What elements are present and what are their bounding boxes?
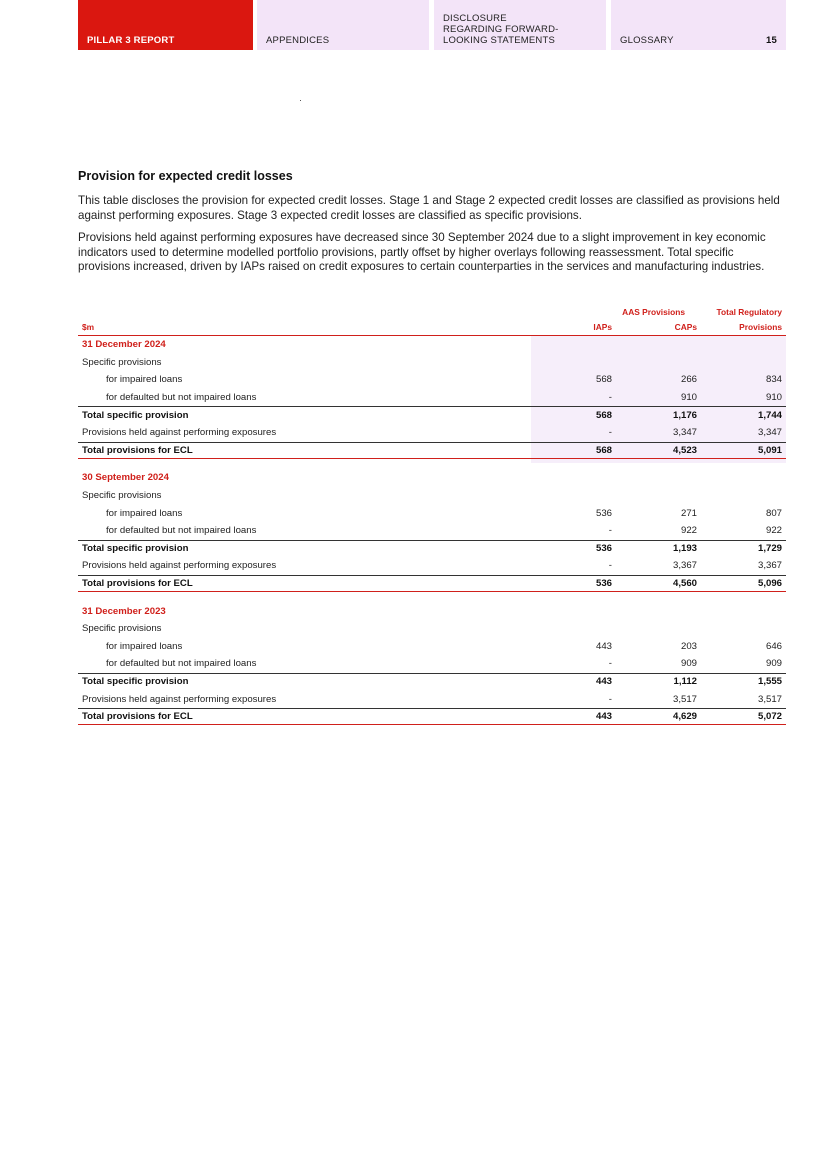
iaps-value: - [608, 560, 612, 572]
iaps-value: 568 [595, 444, 612, 456]
total-row [78, 442, 786, 460]
row-label: for impaired loans [106, 640, 183, 652]
caps-value: 3,347 [672, 427, 697, 439]
section-date-row [78, 469, 786, 487]
tab-appendices[interactable] [257, 0, 429, 50]
total-value: 646 [765, 640, 782, 652]
total-value: 3,367 [757, 560, 782, 572]
row-label: for impaired loans [106, 507, 183, 519]
row-label: for impaired loans [106, 374, 183, 386]
table-section [78, 336, 786, 459]
table-group-header [78, 305, 786, 319]
unit-label: $m [82, 322, 95, 332]
total-value: 910 [765, 392, 782, 404]
page-number: 15 [766, 35, 777, 46]
iaps-value: - [608, 525, 612, 537]
total-value: 1,744 [757, 410, 782, 422]
section-title: Provision for expected credit losses [78, 169, 293, 183]
tab-label: PILLAR 3 REPORT [87, 35, 175, 46]
table-row [78, 487, 786, 505]
caps-value: 3,517 [672, 693, 697, 705]
table-row [78, 620, 786, 638]
total-regulatory-column-header: Provisions [739, 322, 782, 332]
row-label: Provisions held against performing exposures [82, 427, 277, 439]
section-date-row [78, 602, 786, 620]
iaps-value: 536 [595, 507, 612, 519]
tab-label-line: LOOKING STATEMENTS [443, 35, 555, 46]
iaps-value: 536 [595, 543, 612, 555]
row-label: Specific provisions [82, 490, 162, 502]
table-section [78, 602, 786, 725]
section-date: 31 December 2024 [82, 339, 166, 351]
ecl-provisions-table [78, 305, 786, 725]
iaps-value: 443 [595, 640, 612, 652]
subtotal-row [78, 540, 786, 558]
row-label: Specific provisions [82, 356, 162, 368]
iaps-value: 536 [595, 578, 612, 590]
caps-value: 4,560 [672, 578, 697, 590]
tab-label-line: REGARDING FORWARD- [443, 24, 559, 35]
total-value: 5,072 [757, 711, 782, 723]
analysis-paragraph: Provisions held against performing exposures have decreased since 30 September 2024 due to a slight improvement in key economic indicators used to determine modelled portfolio provisions, partly offset by higher overlays following reassessment. Total specific provisions increased, driven by IAPs raised on credit exposures to certain counterparties in the services and manufacturing industries. [78, 231, 766, 274]
row-label: for defaulted but not impaired loans [106, 392, 257, 404]
table-row [78, 522, 786, 540]
row-label: Total provisions for ECL [82, 444, 193, 456]
total-row [78, 708, 786, 726]
total-row [78, 575, 786, 593]
section-date: 30 September 2024 [82, 472, 169, 484]
iaps-value: 443 [595, 711, 612, 723]
row-label: for defaulted but not impaired loans [106, 525, 257, 537]
tab-label: GLOSSARY [620, 35, 674, 46]
total-value: 834 [765, 374, 782, 386]
subtotal-row [78, 406, 786, 424]
caps-value: 3,367 [672, 560, 697, 572]
aas-provisions-heading: AAS Provisions [622, 307, 685, 317]
total-regulatory-heading: Total Regulatory [716, 307, 782, 317]
table-row [78, 424, 786, 442]
iaps-value: 568 [595, 410, 612, 422]
caps-column-header: CAPs [674, 322, 697, 332]
tab-label: APPENDICES [266, 35, 330, 46]
row-label: Total specific provision [82, 676, 189, 688]
row-label: Specific provisions [82, 623, 162, 635]
caps-value: 1,176 [672, 410, 697, 422]
total-value: 1,555 [757, 676, 782, 688]
caps-value: 1,193 [672, 543, 697, 555]
row-label: Provisions held against performing exposures [82, 693, 277, 705]
iaps-value: - [608, 427, 612, 439]
caps-value: 203 [680, 640, 697, 652]
total-value: 5,096 [757, 578, 782, 590]
table-column-header [78, 319, 786, 336]
total-value: 807 [765, 507, 782, 519]
intro-paragraph: This table discloses the provision for expected credit losses. Stage 1 and Stage 2 expected credit losses are classified as provisions held against performing exposures. Stage 3 expected credit losses are classified as specific provisions. [78, 194, 780, 222]
row-label: Total specific provision [82, 410, 189, 422]
tab-glossary[interactable] [611, 0, 786, 50]
table-row [78, 389, 786, 407]
subtotal-row [78, 673, 786, 691]
iaps-value: - [608, 658, 612, 670]
total-value: 922 [765, 525, 782, 537]
table-section [78, 469, 786, 592]
total-value: 3,347 [757, 427, 782, 439]
total-value: 1,729 [757, 543, 782, 555]
caps-value: 271 [680, 507, 697, 519]
iaps-value: 568 [595, 374, 612, 386]
caps-value: 910 [680, 392, 697, 404]
row-label: for defaulted but not impaired loans [106, 658, 257, 670]
iaps-value: 443 [595, 676, 612, 688]
caps-value: 4,523 [672, 444, 697, 456]
total-value: 909 [765, 658, 782, 670]
caps-value: 909 [680, 658, 697, 670]
caps-value: 266 [680, 374, 697, 386]
tab-forward-looking-statements[interactable] [434, 0, 606, 50]
caps-value: 1,112 [673, 676, 697, 688]
table-row [78, 655, 786, 673]
iaps-value: - [608, 392, 612, 404]
table-row [78, 690, 786, 708]
caps-value: 4,629 [672, 711, 697, 723]
table-row [78, 557, 786, 575]
row-label: Provisions held against performing exposures [82, 560, 277, 572]
tab-label [443, 13, 559, 46]
iaps-value: - [608, 693, 612, 705]
total-value: 5,091 [757, 444, 782, 456]
row-label: Total provisions for ECL [82, 578, 193, 590]
tab-pillar-3-report[interactable] [78, 0, 253, 50]
table-row [78, 371, 786, 389]
stray-dot [300, 100, 301, 101]
caps-value: 922 [680, 525, 697, 537]
table-row [78, 638, 786, 656]
table-row [78, 504, 786, 522]
total-value: 3,517 [757, 693, 782, 705]
iaps-column-header: IAPs [593, 322, 612, 332]
section-date: 31 December 2023 [82, 605, 166, 617]
table-row [78, 354, 786, 372]
section-date-row [78, 336, 786, 354]
row-label: Total specific provision [82, 543, 189, 555]
tab-label-line: DISCLOSURE [443, 13, 507, 24]
row-label: Total provisions for ECL [82, 711, 193, 723]
